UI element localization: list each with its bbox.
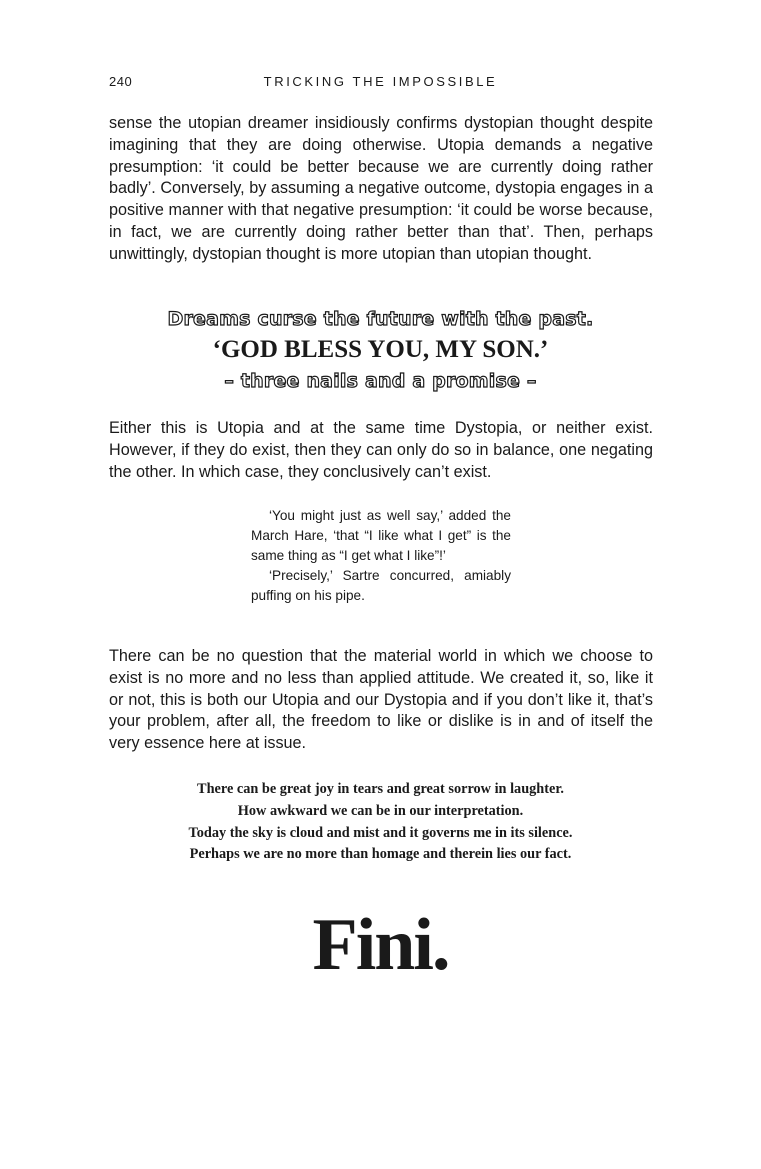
running-head: TRICKING THE IMPOSSIBLE — [263, 74, 498, 89]
epigraph-outline-line-2: – three nails and a promise – — [224, 370, 537, 392]
block-quote-part-1: ‘You might just as well say,’ added the March Hare, ‘that “I like what I get” is the same thing as “I get what I like”!’ — [251, 508, 511, 563]
verse-line-2: How awkward we can be in our interpretation. — [237, 802, 524, 819]
body-paragraph-3: There can be no question that the material world in which we choose to exist is no more and no less than applied attitude. We created it, so, like it or not, this is both our Utopia and our Dystopia and if you don’t like it, that’s your problem, after all, the freedom to like or dislike is in and of itself the very essence here at issue. — [109, 647, 653, 753]
verse-line-1: There can be great joy in tears and great sorrow in laughter. — [197, 781, 564, 797]
body-paragraph-2: Either this is Utopia and at the same time Dystopia, or neither exist. However, if they do exist, then they can only do so in balance, one negating the other. In which case, they conclusively can’t exist. — [109, 419, 653, 481]
verse-line-3: Today the sky is cloud and mist and it governs me in its silence. — [188, 824, 573, 841]
verse-line-4: Perhaps we are no more than homage and therein lies our fact. — [189, 846, 572, 863]
block-quote — [251, 506, 511, 606]
closing-word: Fini. — [312, 904, 449, 986]
epigraph — [0, 305, 761, 395]
epigraph-bold-line: ‘GOD BLESS YOU, MY SON.’ — [212, 336, 549, 363]
verse-block — [0, 779, 761, 866]
block-quote-part-2: ‘Precisely,’ Sartre concurred, amiably puffing on his pipe. — [251, 568, 511, 603]
page-number: 240 — [109, 74, 133, 89]
body-paragraph-1: sense the utopian dreamer insidiously confirms dystopian thought despite imagining that they are doing otherwise. Utopia demands a negative presumption: ‘it could be better because we are currently doing rather badly’. Conversely, by assuming a negative outcome, dystopia engages in a positive manner with that negative presumption: ‘it could be worse because, in fact, we are currently doing rather better than that’. Then, perhaps unwittingly, dystopian thought is more utopian than utopian thought. — [109, 114, 653, 263]
epigraph-outline-line-1: Dreams curse the future with the past. — [167, 308, 594, 330]
